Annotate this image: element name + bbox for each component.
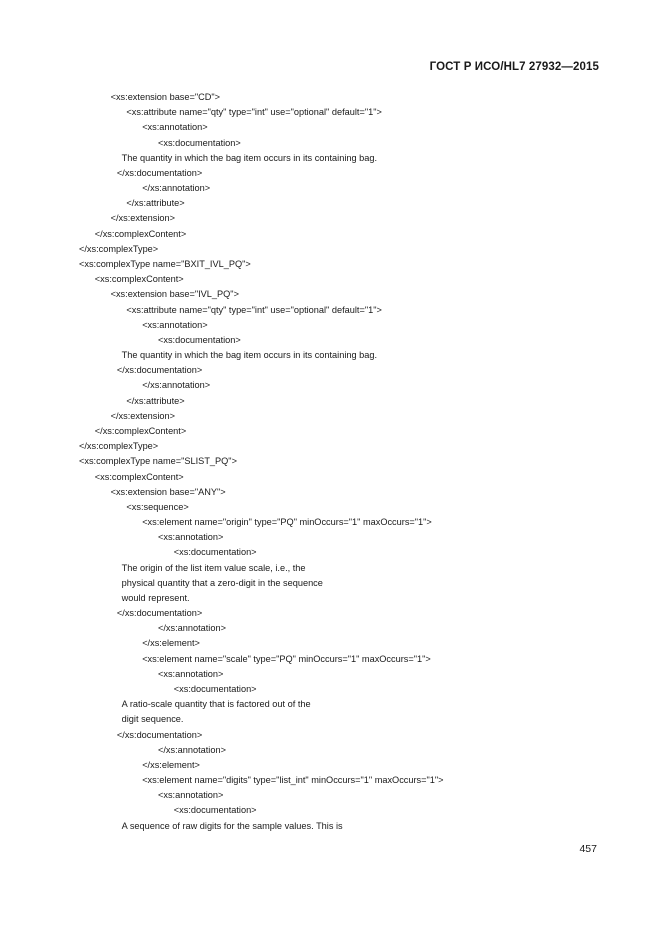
- code-line: </xs:element>: [142, 638, 200, 649]
- code-line: <xs:annotation>: [158, 532, 224, 543]
- code-line: <xs:complexContent>: [94, 471, 184, 482]
- code-line: </xs:extension>: [110, 213, 175, 224]
- code-line: <xs:documentation>: [158, 137, 241, 148]
- code-line: </xs:element>: [142, 759, 200, 770]
- code-line: <xs:extension base="CD">: [110, 92, 221, 102]
- code-line: <xs:complexType name="BXIT_IVL_PQ">: [79, 258, 251, 269]
- code-line: </xs:complexType>: [79, 243, 159, 254]
- code-line: </xs:documentation>: [116, 608, 203, 619]
- code-line: </xs:extension>: [110, 410, 175, 421]
- code-line: </xs:annotation>: [142, 183, 211, 194]
- code-line: <xs:attribute name="qty" type="int" use="optional" default="1">: [126, 304, 382, 315]
- code-line: </xs:documentation>: [116, 167, 203, 178]
- page-number: 457: [579, 843, 597, 855]
- code-line: </xs:documentation>: [116, 365, 203, 376]
- code-line: </xs:complexContent>: [94, 425, 187, 436]
- code-line: A sequence of raw digits for the sample values. This is: [121, 820, 343, 831]
- code-line: <xs:documentation>: [158, 334, 241, 345]
- code-line: <xs:documentation>: [173, 684, 257, 695]
- code-line: <xs:element name="digits" type="list_int" minOccurs="1" maxOccurs="1">: [142, 775, 444, 786]
- code-line: <xs:complexContent>: [94, 274, 184, 285]
- code-line: <xs:complexType name="SLIST_PQ">: [79, 456, 237, 467]
- code-line: </xs:documentation>: [116, 729, 203, 740]
- code-line: <xs:annotation>: [158, 790, 224, 801]
- code-line: digit sequence.: [121, 714, 184, 725]
- code-line: <xs:element name="scale" type="PQ" minOccurs="1" maxOccurs="1">: [142, 653, 431, 664]
- code-line: <xs:extension base="IVL_PQ">: [110, 289, 239, 300]
- code-line: A ratio-scale quantity that is factored out of the: [121, 699, 311, 710]
- code-line: The quantity in which the bag item occurs in its containing bag.: [121, 152, 378, 163]
- code-line: <xs:annotation>: [158, 668, 224, 679]
- code-line: <xs:documentation>: [173, 805, 257, 816]
- code-line: </xs:annotation>: [158, 623, 226, 634]
- code-line: <xs:extension base="ANY">: [110, 486, 226, 497]
- code-line: would represent.: [121, 592, 190, 603]
- code-line: </xs:annotation>: [158, 744, 226, 755]
- code-line: </xs:complexContent>: [94, 228, 187, 239]
- code-line: </xs:attribute>: [126, 198, 185, 209]
- code-line: <xs:attribute name="qty" type="int" use="optional" default="1">: [126, 107, 382, 118]
- standard-header: ГОСТ Р ИСО/HL7 27932—2015: [429, 61, 599, 73]
- code-line: <xs:annotation>: [142, 319, 208, 330]
- code-line: The origin of the list item value scale, i.e., the: [121, 562, 306, 573]
- code-line: <xs:documentation>: [173, 547, 257, 558]
- code-line: <xs:element name="origin" type="PQ" minOccurs="1" maxOccurs="1">: [142, 517, 432, 528]
- code-line: </xs:complexType>: [79, 441, 159, 452]
- code-line: <xs:sequence>: [126, 501, 189, 512]
- code-line: physical quantity that a zero-digit in the sequence: [121, 577, 323, 588]
- code-line: <xs:annotation>: [142, 122, 208, 133]
- code-line: </xs:annotation>: [142, 380, 211, 391]
- code-line: </xs:attribute>: [126, 395, 185, 406]
- code-line: The quantity in which the bag item occurs in its containing bag.: [121, 350, 378, 361]
